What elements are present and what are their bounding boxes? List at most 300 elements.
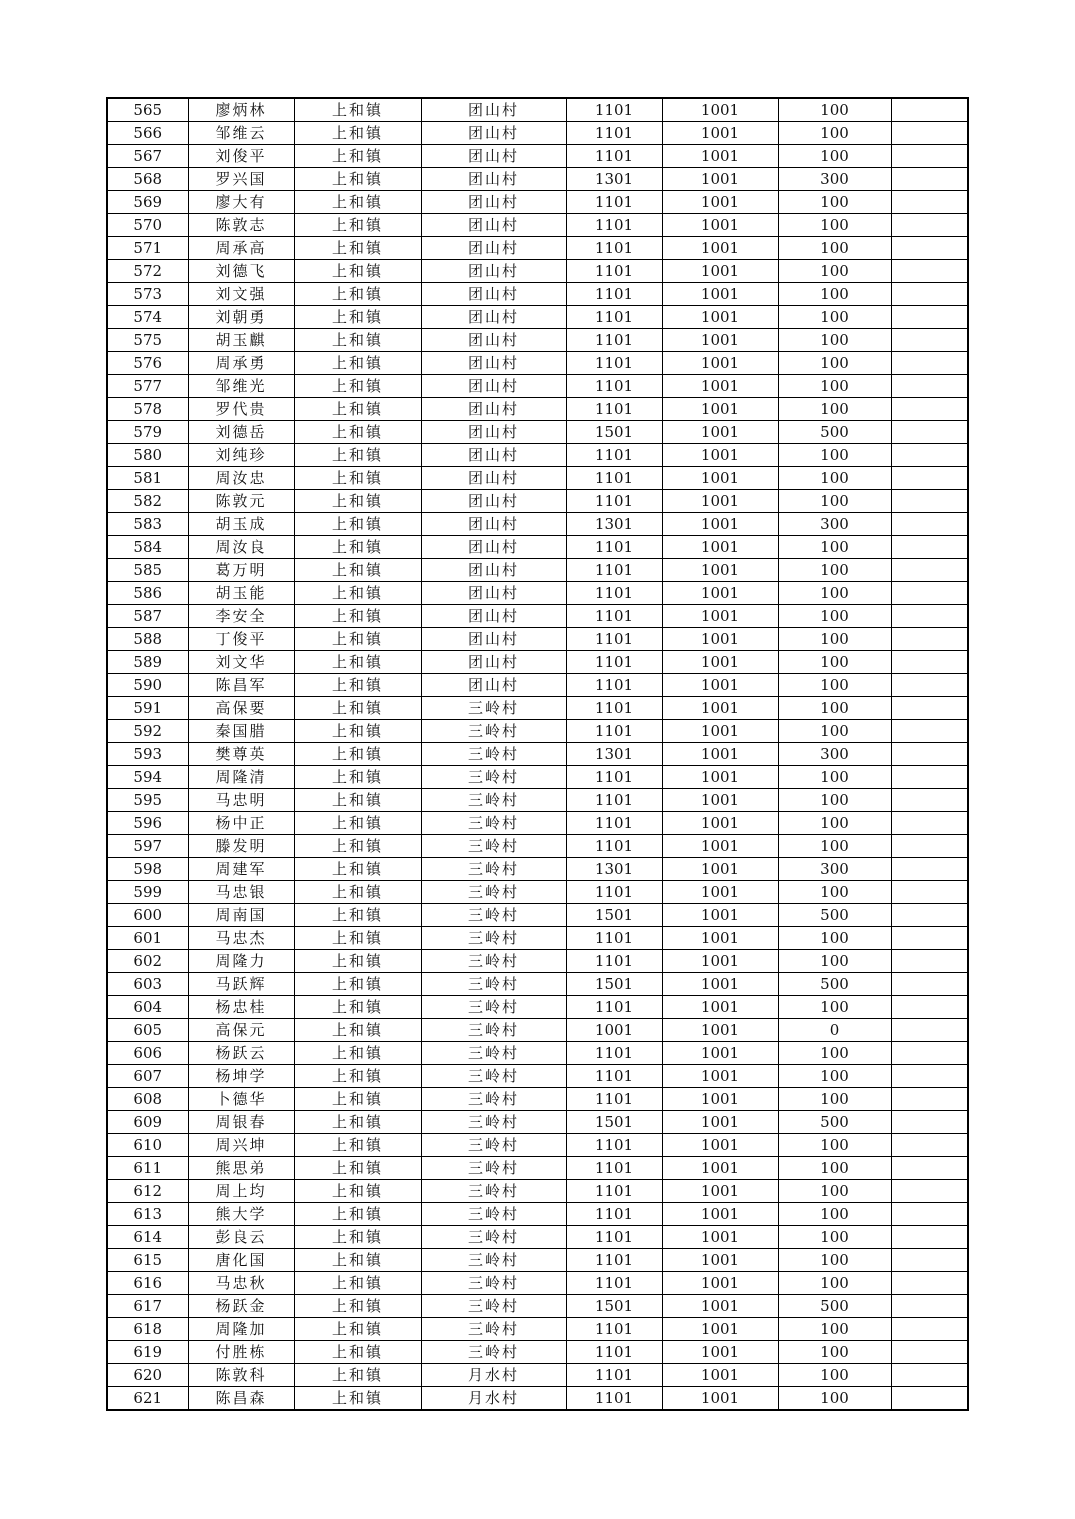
cell-name: 周承勇 (188, 352, 294, 375)
cell-row-number: 581 (107, 467, 188, 490)
cell-row-number: 565 (107, 98, 188, 122)
table-row (107, 766, 968, 789)
cell-name: 李安全 (188, 605, 294, 628)
cell-code-b: 1001 (662, 1088, 778, 1111)
cell-code-b: 1001 (662, 421, 778, 444)
cell-town: 上和镇 (294, 1341, 421, 1364)
table-row (107, 191, 968, 214)
cell-code-b: 1001 (662, 973, 778, 996)
table-row (107, 1134, 968, 1157)
table-row (107, 973, 968, 996)
cell-town: 上和镇 (294, 145, 421, 168)
cell-town: 上和镇 (294, 559, 421, 582)
cell-town: 上和镇 (294, 881, 421, 904)
cell-town: 上和镇 (294, 329, 421, 352)
cell-amount: 100 (778, 720, 891, 743)
cell-village: 三岭村 (421, 927, 566, 950)
cell-row-number: 591 (107, 697, 188, 720)
table-row (107, 1042, 968, 1065)
cell-village: 三岭村 (421, 1019, 566, 1042)
cell-town: 上和镇 (294, 904, 421, 927)
cell-code-a: 1101 (566, 1203, 662, 1226)
cell-town: 上和镇 (294, 1134, 421, 1157)
cell-name: 付胜栋 (188, 1341, 294, 1364)
cell-town: 上和镇 (294, 1157, 421, 1180)
cell-name: 廖大有 (188, 191, 294, 214)
cell-village: 团山村 (421, 306, 566, 329)
cell-row-number: 617 (107, 1295, 188, 1318)
cell-amount: 100 (778, 98, 891, 122)
cell-village: 团山村 (421, 536, 566, 559)
table-row (107, 145, 968, 168)
cell-village: 三岭村 (421, 1134, 566, 1157)
cell-remark (891, 513, 968, 536)
cell-code-a: 1101 (566, 559, 662, 582)
cell-code-a: 1101 (566, 283, 662, 306)
cell-remark (891, 1318, 968, 1341)
cell-village: 三岭村 (421, 1203, 566, 1226)
cell-village: 团山村 (421, 421, 566, 444)
table-row (107, 237, 968, 260)
cell-name: 彭良云 (188, 1226, 294, 1249)
cell-town: 上和镇 (294, 1203, 421, 1226)
cell-code-a: 1501 (566, 1111, 662, 1134)
cell-remark (891, 398, 968, 421)
cell-code-b: 1001 (662, 927, 778, 950)
cell-amount: 100 (778, 283, 891, 306)
cell-code-b: 1001 (662, 1203, 778, 1226)
cell-name: 周建军 (188, 858, 294, 881)
cell-remark (891, 1157, 968, 1180)
cell-name: 刘纯珍 (188, 444, 294, 467)
cell-village: 团山村 (421, 237, 566, 260)
cell-amount: 100 (778, 582, 891, 605)
cell-name: 刘俊平 (188, 145, 294, 168)
cell-village: 团山村 (421, 375, 566, 398)
cell-code-b: 1001 (662, 1019, 778, 1042)
cell-remark (891, 720, 968, 743)
table-row (107, 536, 968, 559)
cell-code-b: 1001 (662, 214, 778, 237)
cell-code-a: 1501 (566, 904, 662, 927)
cell-remark (891, 1180, 968, 1203)
cell-town: 上和镇 (294, 260, 421, 283)
cell-row-number: 588 (107, 628, 188, 651)
table-row (107, 352, 968, 375)
cell-row-number: 584 (107, 536, 188, 559)
cell-code-b: 1001 (662, 1226, 778, 1249)
cell-row-number: 583 (107, 513, 188, 536)
cell-remark (891, 743, 968, 766)
cell-row-number: 600 (107, 904, 188, 927)
cell-town: 上和镇 (294, 467, 421, 490)
cell-village: 团山村 (421, 628, 566, 651)
cell-amount: 100 (778, 490, 891, 513)
table-row (107, 260, 968, 283)
table-row (107, 651, 968, 674)
cell-row-number: 609 (107, 1111, 188, 1134)
cell-village: 三岭村 (421, 904, 566, 927)
cell-code-a: 1301 (566, 858, 662, 881)
cell-code-a: 1101 (566, 98, 662, 122)
cell-name: 马忠明 (188, 789, 294, 812)
cell-code-b: 1001 (662, 513, 778, 536)
table-row (107, 1341, 968, 1364)
cell-name: 杨忠桂 (188, 996, 294, 1019)
cell-code-b: 1001 (662, 697, 778, 720)
cell-row-number: 613 (107, 1203, 188, 1226)
cell-name: 周银春 (188, 1111, 294, 1134)
cell-amount: 100 (778, 651, 891, 674)
cell-code-a: 1101 (566, 1088, 662, 1111)
cell-village: 团山村 (421, 98, 566, 122)
cell-amount: 100 (778, 559, 891, 582)
cell-row-number: 598 (107, 858, 188, 881)
cell-code-a: 1101 (566, 536, 662, 559)
table-row (107, 789, 968, 812)
cell-row-number: 593 (107, 743, 188, 766)
cell-row-number: 618 (107, 1318, 188, 1341)
table-row (107, 168, 968, 191)
cell-code-a: 1101 (566, 697, 662, 720)
cell-name: 刘德飞 (188, 260, 294, 283)
cell-town: 上和镇 (294, 858, 421, 881)
cell-name: 周汝良 (188, 536, 294, 559)
cell-amount: 100 (778, 1341, 891, 1364)
cell-row-number: 573 (107, 283, 188, 306)
cell-name: 马跃辉 (188, 973, 294, 996)
table-row (107, 996, 968, 1019)
cell-village: 三岭村 (421, 1088, 566, 1111)
cell-amount: 500 (778, 904, 891, 927)
cell-code-a: 1501 (566, 421, 662, 444)
cell-code-a: 1101 (566, 674, 662, 697)
cell-name: 胡玉成 (188, 513, 294, 536)
cell-code-a: 1501 (566, 1295, 662, 1318)
cell-remark (891, 1088, 968, 1111)
cell-town: 上和镇 (294, 237, 421, 260)
cell-town: 上和镇 (294, 1318, 421, 1341)
cell-code-b: 1001 (662, 536, 778, 559)
cell-village: 团山村 (421, 674, 566, 697)
table-row (107, 1387, 968, 1411)
cell-remark (891, 651, 968, 674)
cell-remark (891, 306, 968, 329)
cell-code-b: 1001 (662, 1157, 778, 1180)
cell-code-b: 1001 (662, 858, 778, 881)
cell-name: 刘文强 (188, 283, 294, 306)
cell-remark (891, 881, 968, 904)
cell-remark (891, 260, 968, 283)
cell-remark (891, 421, 968, 444)
cell-town: 上和镇 (294, 168, 421, 191)
cell-town: 上和镇 (294, 950, 421, 973)
table-row (107, 950, 968, 973)
cell-remark (891, 1364, 968, 1387)
cell-amount: 500 (778, 1295, 891, 1318)
cell-amount: 100 (778, 927, 891, 950)
table-row (107, 881, 968, 904)
cell-code-b: 1001 (662, 628, 778, 651)
cell-village: 三岭村 (421, 1318, 566, 1341)
cell-remark (891, 1295, 968, 1318)
cell-amount: 100 (778, 1065, 891, 1088)
cell-row-number: 595 (107, 789, 188, 812)
cell-amount: 300 (778, 168, 891, 191)
cell-remark (891, 582, 968, 605)
cell-code-b: 1001 (662, 1180, 778, 1203)
cell-name: 周隆加 (188, 1318, 294, 1341)
cell-row-number: 596 (107, 812, 188, 835)
cell-town: 上和镇 (294, 766, 421, 789)
cell-row-number: 576 (107, 352, 188, 375)
cell-amount: 0 (778, 1019, 891, 1042)
cell-code-a: 1101 (566, 789, 662, 812)
cell-amount: 100 (778, 1134, 891, 1157)
cell-name: 杨坤学 (188, 1065, 294, 1088)
cell-village: 三岭村 (421, 1180, 566, 1203)
cell-row-number: 577 (107, 375, 188, 398)
cell-village: 团山村 (421, 283, 566, 306)
cell-village: 三岭村 (421, 697, 566, 720)
cell-remark (891, 927, 968, 950)
cell-remark (891, 1065, 968, 1088)
cell-town: 上和镇 (294, 1272, 421, 1295)
cell-village: 三岭村 (421, 789, 566, 812)
cell-code-a: 1101 (566, 1157, 662, 1180)
cell-row-number: 608 (107, 1088, 188, 1111)
cell-code-a: 1101 (566, 1226, 662, 1249)
cell-name: 熊大学 (188, 1203, 294, 1226)
cell-village: 团山村 (421, 398, 566, 421)
cell-town: 上和镇 (294, 927, 421, 950)
cell-code-b: 1001 (662, 582, 778, 605)
cell-amount: 100 (778, 766, 891, 789)
cell-row-number: 603 (107, 973, 188, 996)
cell-town: 上和镇 (294, 605, 421, 628)
table-row (107, 720, 968, 743)
cell-village: 三岭村 (421, 743, 566, 766)
cell-remark (891, 904, 968, 927)
cell-code-a: 1101 (566, 329, 662, 352)
cell-village: 三岭村 (421, 812, 566, 835)
table-row (107, 674, 968, 697)
cell-remark (891, 1019, 968, 1042)
cell-town: 上和镇 (294, 1249, 421, 1272)
cell-row-number: 620 (107, 1364, 188, 1387)
cell-code-a: 1101 (566, 812, 662, 835)
cell-remark (891, 1272, 968, 1295)
table-row (107, 98, 968, 122)
cell-town: 上和镇 (294, 1088, 421, 1111)
cell-name: 周汝忠 (188, 467, 294, 490)
cell-remark (891, 789, 968, 812)
cell-code-a: 1101 (566, 444, 662, 467)
cell-amount: 500 (778, 973, 891, 996)
cell-amount: 100 (778, 1318, 891, 1341)
cell-village: 三岭村 (421, 1249, 566, 1272)
cell-amount: 100 (778, 674, 891, 697)
cell-row-number: 589 (107, 651, 188, 674)
cell-code-b: 1001 (662, 98, 778, 122)
cell-code-b: 1001 (662, 168, 778, 191)
cell-village: 三岭村 (421, 1111, 566, 1134)
cell-remark (891, 283, 968, 306)
cell-code-a: 1101 (566, 1318, 662, 1341)
cell-name: 刘德岳 (188, 421, 294, 444)
cell-town: 上和镇 (294, 1111, 421, 1134)
table-row (107, 904, 968, 927)
cell-name: 刘朝勇 (188, 306, 294, 329)
table-row (107, 1364, 968, 1387)
table-row (107, 375, 968, 398)
cell-village: 团山村 (421, 168, 566, 191)
cell-code-b: 1001 (662, 1364, 778, 1387)
cell-row-number: 579 (107, 421, 188, 444)
cell-row-number: 594 (107, 766, 188, 789)
cell-remark (891, 122, 968, 145)
cell-code-b: 1001 (662, 1249, 778, 1272)
table-row (107, 1226, 968, 1249)
cell-code-b: 1001 (662, 766, 778, 789)
cell-village: 三岭村 (421, 1272, 566, 1295)
cell-village: 团山村 (421, 605, 566, 628)
cell-row-number: 601 (107, 927, 188, 950)
cell-town: 上和镇 (294, 674, 421, 697)
cell-code-b: 1001 (662, 352, 778, 375)
cell-row-number: 572 (107, 260, 188, 283)
cell-row-number: 569 (107, 191, 188, 214)
cell-amount: 100 (778, 536, 891, 559)
cell-code-b: 1001 (662, 122, 778, 145)
cell-row-number: 582 (107, 490, 188, 513)
cell-name: 杨跃金 (188, 1295, 294, 1318)
cell-code-b: 1001 (662, 835, 778, 858)
cell-row-number: 621 (107, 1387, 188, 1411)
cell-row-number: 587 (107, 605, 188, 628)
cell-name: 陈敦科 (188, 1364, 294, 1387)
cell-town: 上和镇 (294, 421, 421, 444)
cell-village: 三岭村 (421, 766, 566, 789)
cell-village: 团山村 (421, 352, 566, 375)
cell-name: 丁俊平 (188, 628, 294, 651)
cell-town: 上和镇 (294, 375, 421, 398)
table-row (107, 559, 968, 582)
cell-remark (891, 214, 968, 237)
table-row (107, 122, 968, 145)
cell-town: 上和镇 (294, 1065, 421, 1088)
cell-town: 上和镇 (294, 306, 421, 329)
table-row (107, 605, 968, 628)
cell-remark (891, 1249, 968, 1272)
cell-code-b: 1001 (662, 651, 778, 674)
cell-town: 上和镇 (294, 1226, 421, 1249)
cell-name: 罗兴国 (188, 168, 294, 191)
cell-remark (891, 766, 968, 789)
cell-row-number: 590 (107, 674, 188, 697)
cell-town: 上和镇 (294, 743, 421, 766)
cell-town: 上和镇 (294, 1180, 421, 1203)
cell-code-b: 1001 (662, 1134, 778, 1157)
cell-remark (891, 145, 968, 168)
cell-name: 廖炳林 (188, 98, 294, 122)
cell-remark (891, 1341, 968, 1364)
cell-code-a: 1101 (566, 651, 662, 674)
cell-row-number: 580 (107, 444, 188, 467)
cell-village: 团山村 (421, 559, 566, 582)
table-row (107, 1065, 968, 1088)
cell-amount: 100 (778, 1042, 891, 1065)
cell-amount: 100 (778, 398, 891, 421)
cell-amount: 100 (778, 237, 891, 260)
cell-amount: 100 (778, 1387, 891, 1411)
cell-amount: 500 (778, 421, 891, 444)
table-row (107, 513, 968, 536)
table-row (107, 1180, 968, 1203)
cell-name: 熊思弟 (188, 1157, 294, 1180)
data-table (106, 97, 969, 1411)
cell-amount: 100 (778, 1180, 891, 1203)
cell-village: 团山村 (421, 214, 566, 237)
cell-code-a: 1101 (566, 1341, 662, 1364)
cell-village: 团山村 (421, 513, 566, 536)
table-row (107, 329, 968, 352)
cell-village: 团山村 (421, 329, 566, 352)
cell-village: 团山村 (421, 145, 566, 168)
cell-code-b: 1001 (662, 145, 778, 168)
cell-village: 三岭村 (421, 1042, 566, 1065)
cell-town: 上和镇 (294, 398, 421, 421)
cell-code-b: 1001 (662, 1341, 778, 1364)
cell-amount: 100 (778, 1203, 891, 1226)
cell-town: 上和镇 (294, 536, 421, 559)
cell-remark (891, 628, 968, 651)
cell-code-b: 1001 (662, 674, 778, 697)
cell-town: 上和镇 (294, 1295, 421, 1318)
cell-code-a: 1301 (566, 743, 662, 766)
cell-remark (891, 375, 968, 398)
cell-code-b: 1001 (662, 490, 778, 513)
cell-name: 罗代贵 (188, 398, 294, 421)
cell-code-b: 1001 (662, 306, 778, 329)
cell-amount: 100 (778, 444, 891, 467)
cell-amount: 100 (778, 1272, 891, 1295)
cell-code-b: 1001 (662, 1295, 778, 1318)
cell-remark (891, 467, 968, 490)
cell-name: 高保元 (188, 1019, 294, 1042)
table-row (107, 812, 968, 835)
cell-town: 上和镇 (294, 582, 421, 605)
cell-row-number: 616 (107, 1272, 188, 1295)
cell-village: 三岭村 (421, 835, 566, 858)
cell-code-b: 1001 (662, 996, 778, 1019)
cell-name: 陈昌军 (188, 674, 294, 697)
cell-amount: 100 (778, 881, 891, 904)
cell-row-number: 607 (107, 1065, 188, 1088)
cell-amount: 100 (778, 812, 891, 835)
cell-name: 周承高 (188, 237, 294, 260)
cell-code-a: 1101 (566, 306, 662, 329)
cell-town: 上和镇 (294, 1387, 421, 1411)
cell-remark (891, 490, 968, 513)
cell-village: 三岭村 (421, 881, 566, 904)
cell-row-number: 599 (107, 881, 188, 904)
cell-amount: 100 (778, 191, 891, 214)
cell-town: 上和镇 (294, 812, 421, 835)
cell-name: 陈昌森 (188, 1387, 294, 1411)
cell-amount: 100 (778, 1249, 891, 1272)
cell-code-a: 1101 (566, 881, 662, 904)
